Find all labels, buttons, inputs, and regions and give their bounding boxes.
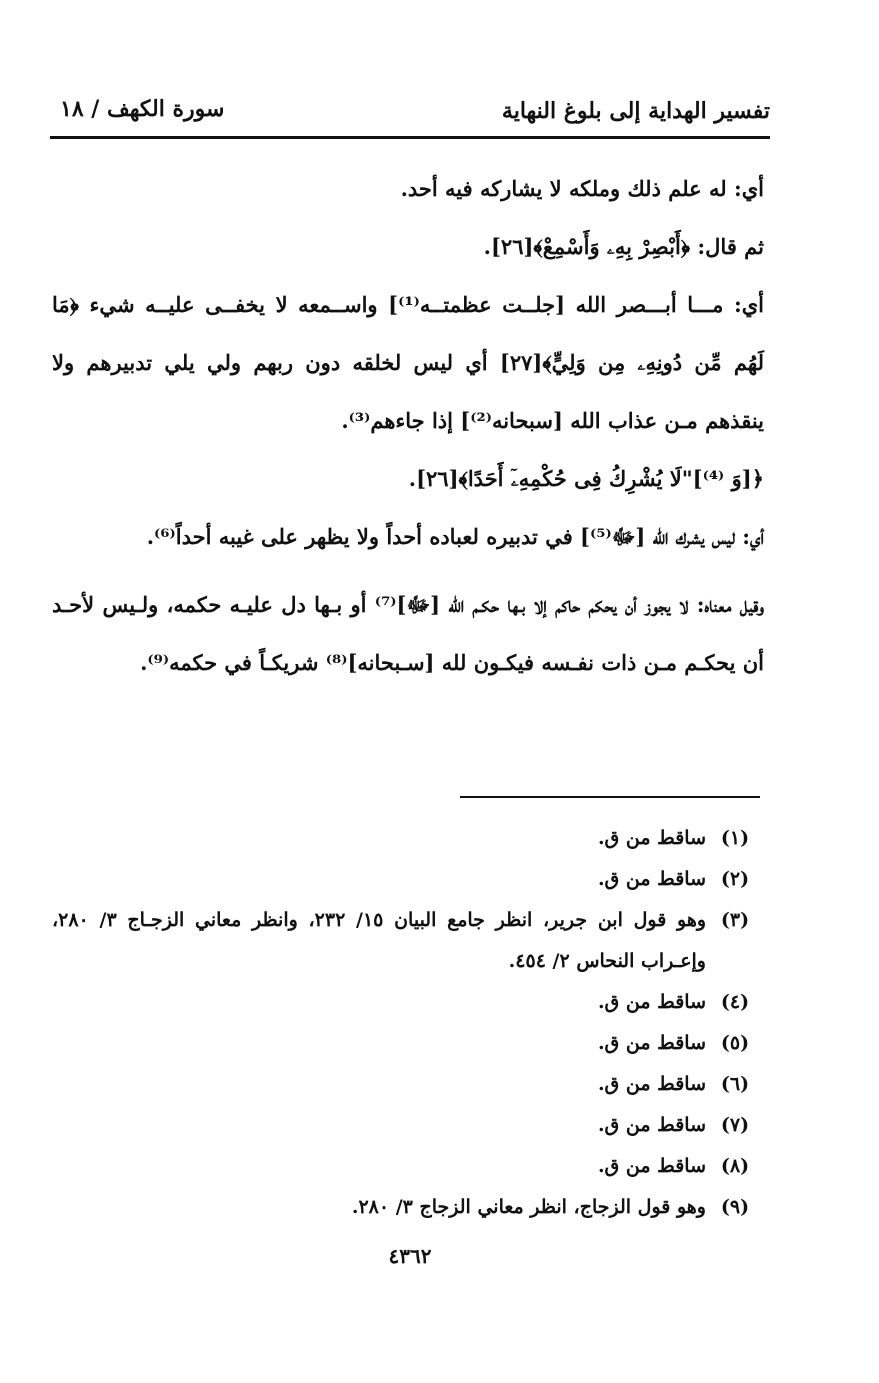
footnote-text: ساقط من ق. — [597, 868, 706, 890]
running-head — [50, 92, 770, 132]
footnote — [52, 1023, 764, 1064]
footnote-text: وهو قول ابن جرير، انظر جامع البيان ١٥/ ٢٣٢، وانظر معاني الزجـاج ٣/ ٢٨٠، وإعـراب النحاس ٢/ ٤٥٤. — [52, 909, 707, 972]
footnote-text: ساقط من ق. — [597, 1032, 706, 1054]
footnote-number: (٤) — [720, 991, 750, 1013]
footnotes-list — [52, 818, 764, 1228]
main-text — [52, 160, 764, 692]
footnote-number: (١) — [720, 827, 750, 849]
footnote-number: (٦) — [720, 1073, 750, 1095]
footnote-divider — [460, 796, 760, 798]
footnote — [52, 1064, 764, 1105]
book-title: تفسير الهداية إلى بلوغ النهاية — [501, 98, 770, 124]
footnote-text: ساقط من ق. — [597, 827, 706, 849]
footnote-number: (٥) — [720, 1032, 750, 1054]
footnote-number: (٧) — [720, 1114, 750, 1136]
page-number: ٤٣٦٢ — [388, 1244, 432, 1268]
footnote-text: ساقط من ق. — [597, 1155, 706, 1177]
paragraph: أي: له علم ذلك وملكه لا يشاركه فيه أحد. — [400, 176, 764, 201]
footnote-number: (٣) — [720, 909, 750, 931]
paragraph: أي: مـــا أبـــصر الله [جلــت عظمتــه⁽¹⁾] واســمعه لا يخفــى عليــه شيء ﴿مَا لَهُم مِّن دُونِهِۦ مِن وَلِيٍّ﴾[٢٧] أي ليس لخلقه دون ربهم ولي يلي تدبيرهم ولا ينقذهم مـن عذاب الله [سبحانه⁽²⁾] إذا جاءهم⁽³⁾. — [52, 292, 765, 433]
footnote — [52, 818, 764, 859]
footnote — [52, 1105, 764, 1146]
surah-label: سورة الكهف / ١٨ — [60, 96, 225, 122]
paragraph: وقيل معناه: لا يجوز أن يحكم حاكم إلا بـها حكـم الله [ﷻ]⁽⁷⁾ أو بـها دل عليـه حكمه، ولـيس لأحـد أن يحكـم مـن ذات نفـسه فيكـون لله [سـبحانه]⁽⁸⁾ شريكـاً في حكمه⁽⁹⁾. — [52, 592, 764, 675]
footnote — [52, 1187, 764, 1228]
footnote-text: ساقط من ق. — [597, 1114, 706, 1136]
footnote-text: ساقط من ق. — [597, 1073, 706, 1095]
paragraph: أي: ليس يشرك الله [ﷻ⁽⁵⁾] في تدبيره لعباده أحداً ولا يظهر على غيبه أحداً⁽⁶⁾. — [146, 524, 764, 549]
footnote-number: (٨) — [720, 1155, 750, 1177]
footnote-text: وهو قول الزجاج، انظر معاني الزجاج ٣/ ٢٨٠. — [351, 1196, 706, 1218]
header-divider — [50, 136, 770, 139]
footnote — [52, 982, 764, 1023]
footnote-number: (٩) — [720, 1196, 750, 1218]
quran-verse: ثم قال: ﴿أَبْصِرْ بِهِۦ وَأَسْمِعْ﴾[٢٦]. — [483, 234, 764, 259]
footnote-number: (٢) — [720, 868, 750, 890]
footnote-text: ساقط من ق. — [597, 991, 706, 1013]
footnote — [52, 900, 764, 982]
footnote — [52, 1146, 764, 1187]
quran-verse: ﴿[وَ ⁽⁴⁾]"لَا يُشْرِكُ فِى حُكْمِهِۦٓ أَحَدًا﴾[٢٦]. — [408, 466, 764, 491]
footnote — [52, 859, 764, 900]
